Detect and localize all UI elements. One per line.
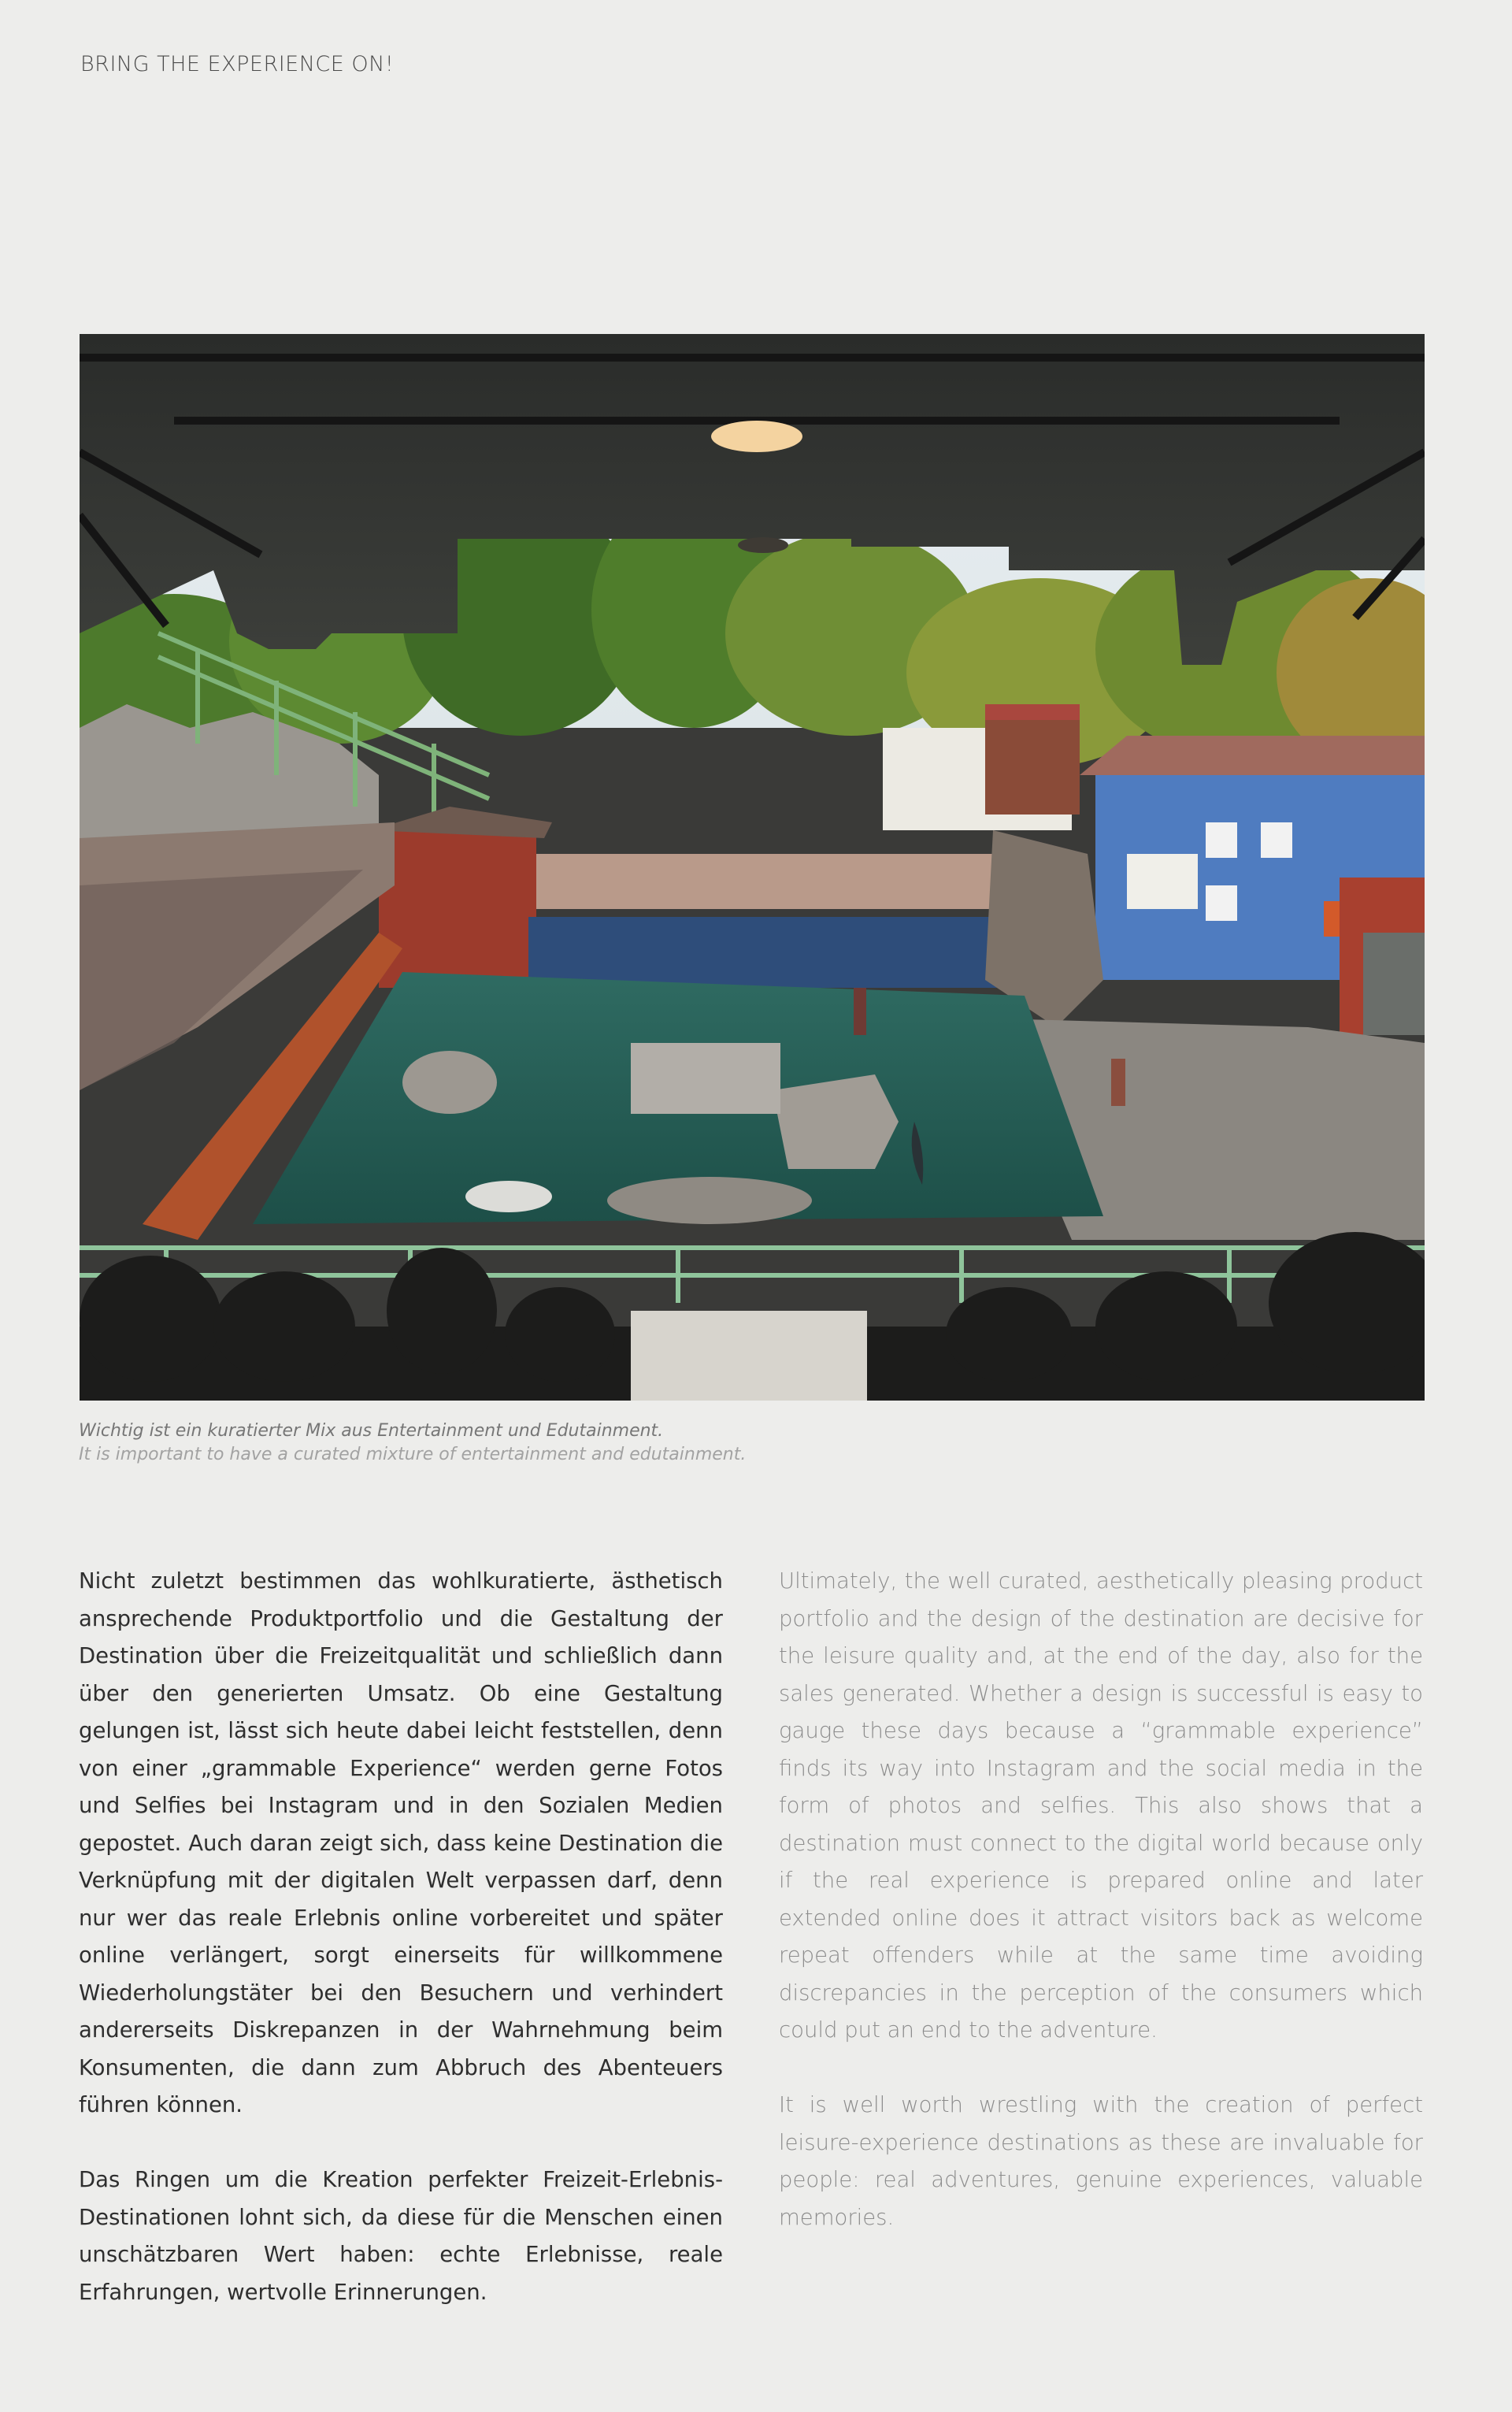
back-stands <box>536 854 1009 909</box>
caption-english: It is important to have a curated mixture of entertainment and edutainment. <box>79 1445 747 1464</box>
rock-island-3 <box>607 1177 812 1224</box>
english-paragraph-1: Ultimately, the well curated, aesthetically pleasing product portfolio and the design of the destination are decisive for the leisure quality and, at the end of the day, also for the sales generated. Whether a design is successful is easy to gauge these days because a “grammable experience” finds its way into Instagram and the social media in the form of photos and selfies. This also shows that a destination must connect to the digital world because only if the real experience is prepared online and later extended online does it attract visitors back as welcome repeat offenders while at the same time avoiding discrepancies in the perception of the consumers which could put an end to the adventure. <box>779 1568 1423 2043</box>
hanging-lamp <box>711 421 802 452</box>
dolphin-show-photo <box>80 334 1425 1401</box>
rock-island-2 <box>773 1074 899 1169</box>
float-boat <box>465 1181 552 1212</box>
hanging-lamp-2 <box>738 537 788 553</box>
english-paragraph-2: It is well worth wrestling with the creation of perfect leisure-experience destinations as these are invaluable for people: real adventures, genuine experiences, valuable memories. <box>779 2092 1423 2230</box>
running-header: BRING THE EXPERIENCE ON! <box>80 52 395 76</box>
back-wall <box>528 917 1017 988</box>
german-text-column <box>79 1563 723 2311</box>
german-paragraph-1: Nicht zuletzt bestimmen das wohlkuratierte, ästhetisch ansprechende Produktportfolio und die Gestaltung der Destination über die Freizeitqualität und schließlich dann über den generierten Umsatz. Ob eine Gestaltung gelungen ist, lässt sich heute dabei leicht feststellen, denn von einer „grammable Experience“ werden gerne Fotos und Selfies bei Instagram und in den Sozialen Medien gepostet. Auch daran zeigt sich, dass keine Destination die Verknüpfung mit der digitalen Welt verpassen darf, denn nur wer das reale Erlebnis online vorbereitet und später online verlängert, sorgt einerseits für willkommene Wiederholungstäter bei den Besuchern und verhindert andererseits Diskrepanzen in der Wahrnehmung beim Konsumenten, die dann zum Abbruch des Abenteuers führen können. <box>79 1568 723 2117</box>
rock-island-1 <box>402 1051 497 1114</box>
crowd-left <box>80 822 395 1090</box>
photo-illustration <box>80 334 1425 1401</box>
english-text-column <box>779 1563 1423 2236</box>
trainer-1 <box>854 988 866 1035</box>
wood-platform <box>631 1043 780 1114</box>
trainer-2 <box>1111 1059 1125 1106</box>
aisle <box>631 1311 867 1401</box>
german-paragraph-2: Das Ringen um die Kreation perfekter Freizeit-Erlebnis-Destinationen lohnt sich, da diese für die Menschen einen unschätzbaren Wert haben: echte Erlebnisse, reale Erfahrungen, wertvolle Erinnerungen. <box>79 2167 723 2305</box>
figure-caption <box>79 1419 1024 1467</box>
caption-german: Wichtig ist ein kuratierter Mix aus Entertainment und Edutainment. <box>79 1421 664 1441</box>
red-boathouse <box>371 807 552 988</box>
red-shed-right <box>1340 878 1425 1035</box>
